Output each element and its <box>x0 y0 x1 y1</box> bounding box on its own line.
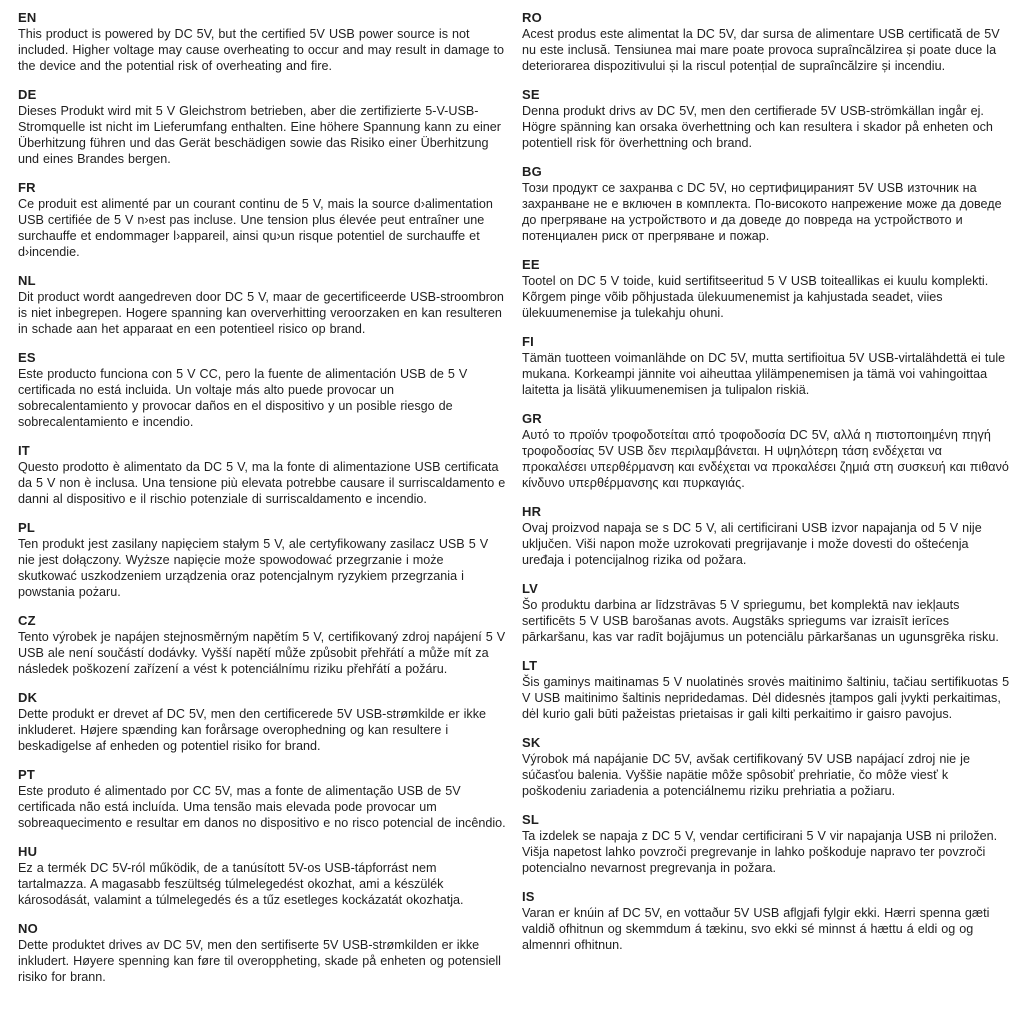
lang-section-bg <box>522 164 1010 244</box>
lang-section-pt <box>18 767 506 831</box>
lang-code-ee: EE <box>522 257 540 272</box>
lang-text-pl: Ten produkt jest zasilany napięciem stałym 5 V, ale certyfikowany zasilacz USB 5 V nie jest dołączony. Wyższe napięcie może spowodować przegrzanie i może skutkować uszkodzeniem urządzenia oraz potencjalnym ryzykiem przegrzania i powstania pożaru. <box>18 537 489 599</box>
lang-code-gr: GR <box>522 411 542 426</box>
lang-text-sl: Ta izdelek se napaja z DC 5 V, vendar certificirani 5 V vir napajanja USB ni priložen. Višja napetost lahko povzroči pregrevanje in lahko poškoduje napravo ter povzroči potencialno nevarnost pregrevanja in požara. <box>522 829 998 875</box>
lang-code-pl: PL <box>18 520 36 535</box>
lang-text-hr: Ovaj proizvod napaja se s DC 5 V, ali certificirani USB izvor napajanja od 5 V nije uključen. Viši napon može uzrokovati pregrijavanje i može dovesti do oštećenja uređaja i potencijalnog rizika od požara. <box>522 521 982 567</box>
lang-text-es: Este producto funciona con 5 V CC, pero la fuente de alimentación USB de 5 V certificada no está incluida. Un voltaje más alto puede provocar un sobrecalentamiento y provocar daños en el dispositivo y un posible riesgo de sobrecalentamiento e incendio. <box>18 367 468 429</box>
lang-section-ro <box>522 10 1010 74</box>
lang-section-it <box>18 443 506 507</box>
lang-section-is <box>522 889 1010 953</box>
lang-text-is: Varan er knúin af DC 5V, en vottaður 5V USB aflgjafi fylgir ekki. Hærri spenna gæti valdið ofhitnun og skemmdum á tækinu, svo ekki sé minnst á hættu á eldi og og almennri ofhitnun. <box>522 906 990 952</box>
lang-code-lt: LT <box>522 658 538 673</box>
lang-code-it: IT <box>18 443 30 458</box>
lang-text-lt: Šis gaminys maitinamas 5 V nuolatinės srovės maitinimo šaltiniu, tačiau sertifikuotas 5 V USB maitinimo šaltinis nepridedamas. Dėl didesnės įtampos gali įvykti perkaitimas, dėl kurio gali būti pažeistas prietaisas ir gali kilti perkaitimo ir gaisro pavojus. <box>522 675 1010 721</box>
lang-text-gr: Αυτό το προϊόν τροφοδοτείται από τροφοδοσία DC 5V, αλλά η πιστοποιημένη πηγή τροφοδοσίας 5V USB δεν περιλαμβάνεται. Η υψηλότερη τάση ενδέχεται να προκαλέσει υπερθέρμανση και ενδέχεται να προκαλέσει ζημιά στη συσκευή και πιθανό κίνδυνο υπερθέρμανσης και πυρκαγιάς. <box>522 428 1009 490</box>
lang-code-de: DE <box>18 87 37 102</box>
lang-section-hu <box>18 844 506 908</box>
lang-code-dk: DK <box>18 690 38 705</box>
lang-code-no: NO <box>18 921 38 936</box>
lang-section-gr <box>522 411 1010 491</box>
lang-text-sk: Výrobok má napájanie DC 5V, avšak certifikovaný 5V USB napájací zdroj nie je súčasťou balenia. Vyššie napätie môže spôsobiť prehriatie, čo môže viesť k poškodeniu zariadenia a potenciálnemu riziku prehriatia a požiaru. <box>522 752 970 798</box>
lang-section-en <box>18 10 506 74</box>
lang-code-sk: SK <box>522 735 541 750</box>
lang-text-fi: Tämän tuotteen voimanlähde on DC 5V, mutta sertifioitua 5V USB-virtalähdettä ei tule mukana. Korkeampi jännite voi aiheuttaa ylilämpenemisen ja tämä voi vahingoittaa laitetta ja lisätä ylikuumenemisen ja tulipalon riskiä. <box>522 351 1006 397</box>
lang-section-se <box>522 87 1010 151</box>
lang-section-lv <box>522 581 1010 645</box>
lang-code-es: ES <box>18 350 36 365</box>
lang-text-lv: Šo produktu darbina ar līdzstrāvas 5 V spriegumu, bet komplektā nav iekļauts sertificēts 5 V USB barošanas avots. Augstāks spriegums var izraisīt ierīces pārkaršanu, kas var radīt bojājumus un potenciālu pārkaršanas un ugunsgrēka risku. <box>522 598 999 644</box>
lang-section-fr <box>18 180 506 260</box>
lang-text-no: Dette produktet drives av DC 5V, men den sertifiserte 5V USB-strømkilden er ikke inkludert. Høyere spenning kan føre til overoppheting, skade på enheten og potensiell risiko for brann. <box>18 938 501 984</box>
lang-section-es <box>18 350 506 430</box>
lang-section-sk <box>522 735 1010 799</box>
lang-section-de <box>18 87 506 167</box>
left-column <box>18 10 506 1024</box>
lang-code-fi: FI <box>522 334 534 349</box>
lang-code-pt: PT <box>18 767 36 782</box>
lang-code-fr: FR <box>18 180 36 195</box>
lang-text-it: Questo prodotto è alimentato da DC 5 V, ma la fonte di alimentazione USB certificata da 5 V non è inclusa. Una tensione più elevata potrebbe causare il surriscaldamento e danni al dispositivo e il rischio potenziale di surriscaldamento e incendio. <box>18 460 506 506</box>
lang-code-is: IS <box>522 889 535 904</box>
lang-code-ro: RO <box>522 10 542 25</box>
lang-section-sl <box>522 812 1010 876</box>
lang-text-fr: Ce produit est alimenté par un courant continu de 5 V, mais la source d›alimentation USB certifiée de 5 V n›est pas incluse. Une tension plus élevée peut entraîner une surchauffe et endommager l›appareil, ainsi qu›un risque potentiel de surchauffe et d›incendie. <box>18 197 493 259</box>
lang-section-nl <box>18 273 506 337</box>
lang-code-hu: HU <box>18 844 38 859</box>
lang-code-bg: BG <box>522 164 542 179</box>
lang-section-hr <box>522 504 1010 568</box>
lang-section-ee <box>522 257 1010 321</box>
lang-code-hr: HR <box>522 504 542 519</box>
lang-section-pl <box>18 520 506 600</box>
lang-section-dk <box>18 690 506 754</box>
lang-text-pt: Este produto é alimentado por CC 5V, mas a fonte de alimentação USB de 5V certificada não está incluída. Uma tensão mais elevada pode provocar um sobreaquecimento e resultar em danos no dispositivo e no risco potencial de incêndio. <box>18 784 506 830</box>
lang-code-sl: SL <box>522 812 540 827</box>
lang-text-nl: Dit product wordt aangedreven door DC 5 V, maar de gecertificeerde USB-stroombron is niet inbegrepen. Hogere spanning kan oververhitting veroorzaken en kan resulteren in schade aan het apparaat en een potentieel risico op brand. <box>18 290 504 336</box>
lang-section-fi <box>522 334 1010 398</box>
lang-text-hu: Ez a termék DC 5V-ról működik, de a tanúsított 5V-os USB-tápforrást nem tartalmazza. A magasabb feszültség túlmelegedést okozhat, ami a készülék károsodását, valamint a túlmelegedés és a tűz esetleges kockázatát okozhatja. <box>18 861 464 907</box>
lang-text-ro: Acest produs este alimentat la DC 5V, dar sursa de alimentare USB certificată de 5V nu este inclusă. Tensiunea mai mare poate provoca supraîncălzirea și poate duce la deteriorarea dispozitivului și la riscul potențial de supraîncălzire și incendiu. <box>522 27 1000 73</box>
lang-code-se: SE <box>522 87 540 102</box>
lang-code-en: EN <box>18 10 37 25</box>
lang-code-cz: CZ <box>18 613 36 628</box>
lang-text-dk: Dette produkt er drevet af DC 5V, men den certificerede 5V USB-strømkilde er ikke inkluderet. Højere spænding kan forårsage overophedning og kan resultere i beskadigelse af enheden og potentiel risiko for brand. <box>18 707 486 753</box>
lang-section-lt <box>522 658 1010 722</box>
lang-code-lv: LV <box>522 581 539 596</box>
lang-text-de: Dieses Produkt wird mit 5 V Gleichstrom betrieben, aber die zertifizierte 5-V-USB-Stromquelle ist nicht im Lieferumfang enthalten. Eine höhere Spannung kann zu einer Überhitzung führen und das Gerät beschädigen sowie das Risiko einer Überhitzung und eines Brandes bergen. <box>18 104 501 166</box>
right-column <box>522 10 1010 1024</box>
lang-section-cz <box>18 613 506 677</box>
lang-text-bg: Този продукт се захранва с DC 5V, но сертифицираният 5V USB източник на захранване не е включен в комплекта. По-високото напрежение може да доведе до прегряване на устройството и да доведе до повреда на устройството и потенциален риск от прегряване и пожар. <box>522 181 1002 243</box>
lang-text-se: Denna produkt drivs av DC 5V, men den certifierade 5V USB-strömkällan ingår ej. Högre spänning kan orsaka överhettning och kan resultera i skador på enheten och potentiell risk för överhettning och brand. <box>522 104 993 150</box>
lang-code-nl: NL <box>18 273 36 288</box>
lang-text-ee: Tootel on DC 5 V toide, kuid sertifitseeritud 5 V USB toiteallikas ei kuulu komplekti. Kõrgem pinge võib põhjustada ülekuumenemist ja kahjustada seadet, viies ülekuumenemise ja tulekahju ohuni. <box>522 274 989 320</box>
lang-text-en: This product is powered by DC 5V, but the certified 5V USB power source is not included. Higher voltage may cause overheating to occur and may result in damage to the device and the potential risk of overheating and fire. <box>18 27 505 73</box>
lang-text-cz: Tento výrobek je napájen stejnosměrným napětím 5 V, certifikovaný zdroj napájení 5 V USB ale není součástí dodávky. Vyšší napětí může způsobit přehřátí a může mít za následek poškození zařízení a vést k potenciálnímu riziku přehřátí a požáru. <box>18 630 506 676</box>
lang-section-no <box>18 921 506 985</box>
